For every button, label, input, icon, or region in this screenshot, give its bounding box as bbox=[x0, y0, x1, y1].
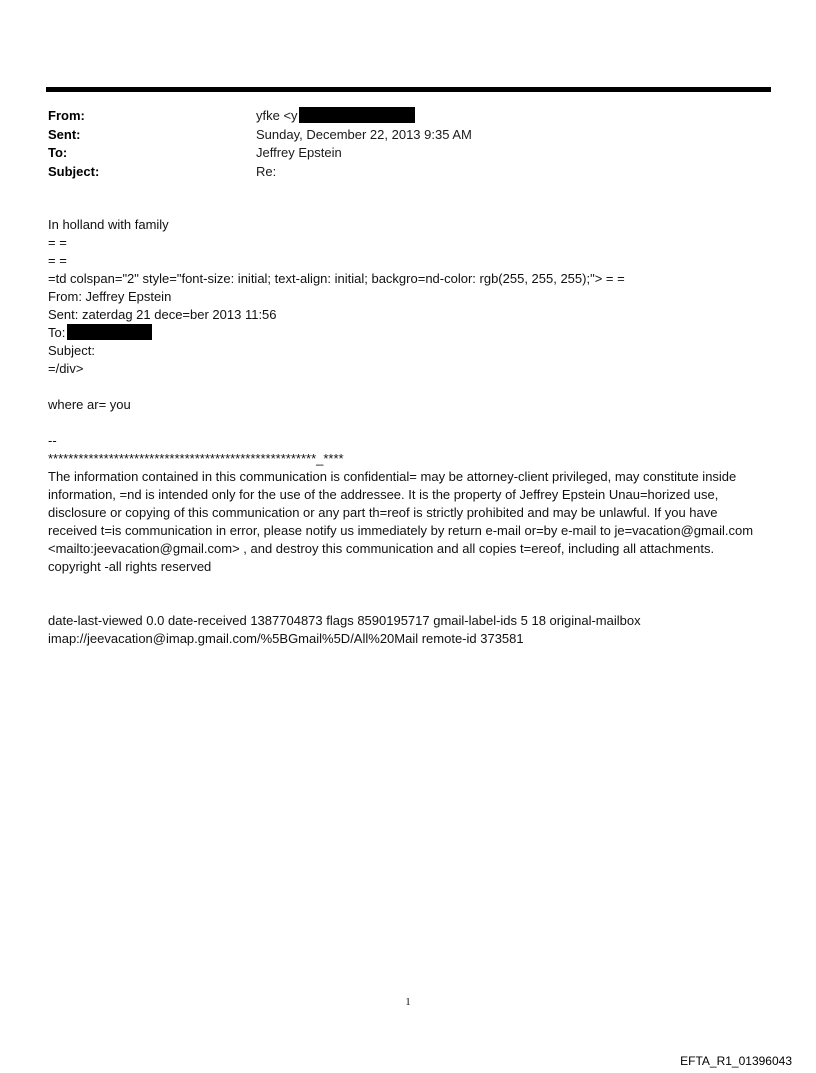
to-label: To: bbox=[48, 145, 68, 160]
sent-label: Sent: bbox=[48, 126, 81, 142]
email-header bbox=[48, 107, 472, 181]
subject-label: Subject: bbox=[48, 163, 100, 179]
quoted-subject: Subject: bbox=[48, 343, 95, 358]
body-line: = = bbox=[48, 253, 67, 268]
body-line: = = bbox=[48, 235, 67, 250]
email-body bbox=[48, 216, 768, 648]
header-divider bbox=[46, 87, 771, 92]
signature-separator: -- bbox=[48, 433, 57, 448]
to-value: Jeffrey Epstein bbox=[256, 145, 342, 160]
subject-row bbox=[48, 163, 472, 182]
confidentiality-disclaimer: The information contained in this communication is confidential= may be attorney-client privileged, may constitute inside information, =nd is intended only for the use of the addressee. It is the property of Jeffrey Epstein Unau=horized use, disclosure or copying of this communication or any part th=reof is strictly prohibited and may be unlawful. If you have received t=is communication in error, please notify us immediately by return e-mail or=by e-mail to je=vacation@gmail.com <mailto:jeevacation@gmail.com> , and destroy this communication and all copies t=ereof, including all attachments. copyright -all rights reserved bbox=[48, 469, 754, 574]
quoted-to-label: To: bbox=[48, 325, 66, 340]
body-line: =/div> bbox=[48, 361, 84, 376]
quoted-to bbox=[48, 324, 768, 342]
message-text: where ar= you bbox=[48, 397, 131, 412]
redaction-box bbox=[67, 324, 152, 340]
from-value bbox=[256, 107, 415, 126]
page-number: 1 bbox=[405, 996, 411, 1008]
body-line: In holland with family bbox=[48, 217, 169, 232]
sent-value: Sunday, December 22, 2013 9:35 AM bbox=[256, 126, 472, 142]
quoted-sent: Sent: zaterdag 21 dece=ber 2013 11:56 bbox=[48, 307, 277, 322]
asterisk-divider: *****************************************************_**** bbox=[48, 451, 344, 466]
sent-row bbox=[48, 126, 472, 145]
from-label: From: bbox=[48, 108, 85, 123]
from-row bbox=[48, 107, 472, 126]
document-id: EFTA_R1_01396043 bbox=[680, 1054, 792, 1068]
from-sender: yfke <y bbox=[256, 108, 298, 123]
to-row bbox=[48, 144, 472, 163]
body-line: =td colspan="2" style="font-size: initial; text-align: initial; backgro=nd-color: rgb(255, 255, 255);"> = = bbox=[48, 271, 625, 286]
redaction-box bbox=[299, 107, 415, 123]
subject-value: Re: bbox=[256, 163, 277, 179]
quoted-from: From: Jeffrey Epstein bbox=[48, 289, 172, 304]
message-metadata: date-last-viewed 0.0 date-received 1387704873 flags 8590195717 gmail-label-ids 5 18 original-mailbox imap://jeevacation@imap.gmail.com/%5BGmail%5D/All%20Mail remote-id 373581 bbox=[48, 613, 641, 646]
